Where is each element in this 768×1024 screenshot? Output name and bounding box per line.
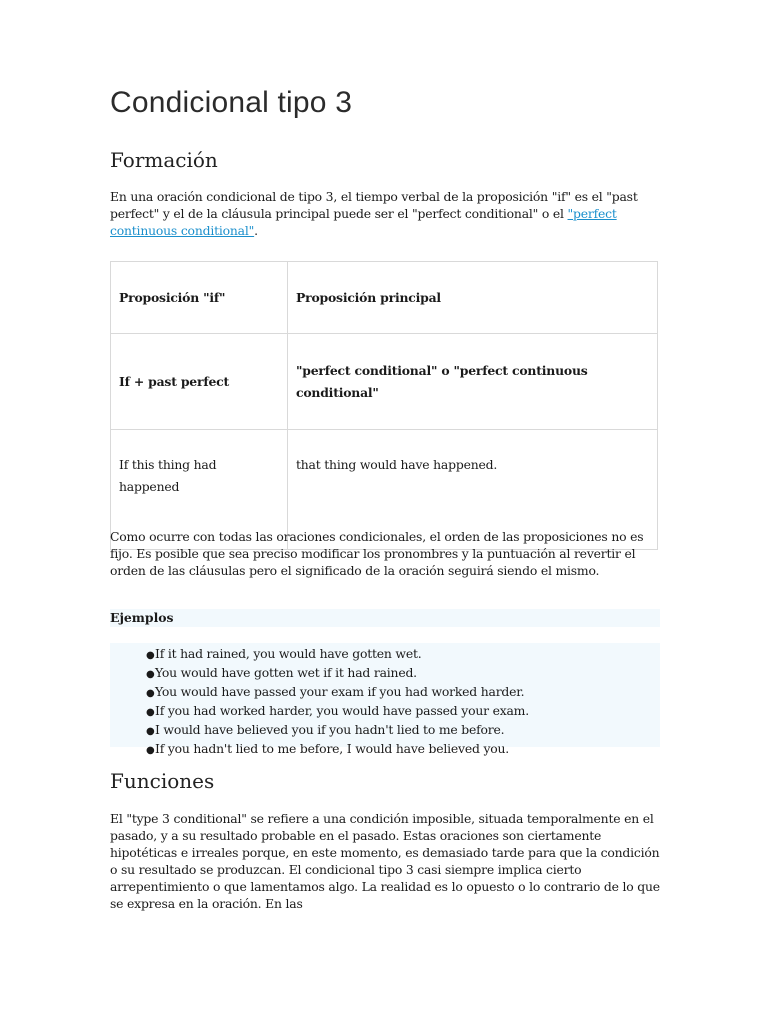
bullet-icon: ●: [146, 650, 155, 661]
list-item: [146, 740, 660, 759]
bullet-icon: ●: [146, 726, 155, 737]
table-cell: If this thing had happened: [111, 430, 288, 550]
table-header-cell: Proposición principal: [288, 262, 658, 334]
bullet-icon: ●: [146, 688, 155, 699]
list-item: [146, 702, 660, 721]
bullet-icon: ●: [146, 669, 155, 680]
intro-text: En una oración condicional de tipo 3, el tiempo verbal de la proposición "if" es el "past perfect" y el de la cláusula principal puede ser el "perfect conditional" o el: [110, 189, 638, 221]
section-heading-funciones: Funciones: [110, 769, 215, 793]
functions-paragraph: El "type 3 conditional" se refiere a una condición imposible, situada temporalmente en el pasado, y a su resultado probable en el pasado. Estas oraciones son ciertamente hipotéticas e irreales porque, en este momento, es demasiado tarde para que la condición o su resultado se produzcan. El condicional tipo 3 casi siempre implica cierto arrepentimiento o que lamentamos algo. La realidad es lo opuesto o lo contrario de lo que se expresa en la oración. En las: [110, 811, 660, 911]
example-text: I would have believed you if you hadn't lied to me before.: [155, 722, 505, 737]
table-header-cell: Proposición "if": [111, 262, 288, 334]
example-text: You would have gotten wet if it had rained.: [155, 665, 417, 680]
bullet-icon: ●: [146, 707, 155, 718]
examples-list: [110, 643, 660, 759]
section-heading-formacion: Formación: [110, 148, 218, 172]
order-paragraph: Como ocurre con todas las oraciones condicionales, el orden de las proposiciones no es fijo. Es posible que sea preciso modificar los pronombres y la puntuación al revertir el orden de las cláusulas pero el significado de la oración seguirá siendo el mismo.: [110, 529, 644, 578]
examples-heading: Ejemplos: [110, 609, 660, 627]
list-item: [146, 664, 660, 683]
example-text: If you hadn't lied to me before, I would have believed you.: [155, 741, 510, 756]
list-item: [146, 645, 660, 664]
intro-paragraph: [110, 188, 660, 239]
perfect-continuous-conditional-link[interactable]: "perfect continuous conditional": [110, 206, 617, 238]
example-text: If it had rained, you would have gotten wet.: [155, 646, 422, 661]
examples-box: [110, 643, 660, 756]
table-cell: "perfect conditional" o "perfect continuous conditional": [288, 334, 658, 430]
bullet-icon: ●: [146, 745, 155, 756]
example-text: If you had worked harder, you would have passed your exam.: [155, 703, 529, 718]
list-item: [146, 721, 660, 740]
page-title: Condicional tipo 3: [110, 86, 353, 119]
example-text: You would have passed your exam if you had worked harder.: [155, 684, 525, 699]
formation-table: [110, 261, 658, 550]
list-item: [146, 683, 660, 702]
table-row: [111, 334, 658, 430]
intro-text-end: .: [254, 223, 258, 238]
table-cell: that thing would have happened.: [288, 430, 658, 550]
table-header-row: [111, 262, 658, 334]
table-cell: If + past perfect: [111, 334, 288, 430]
